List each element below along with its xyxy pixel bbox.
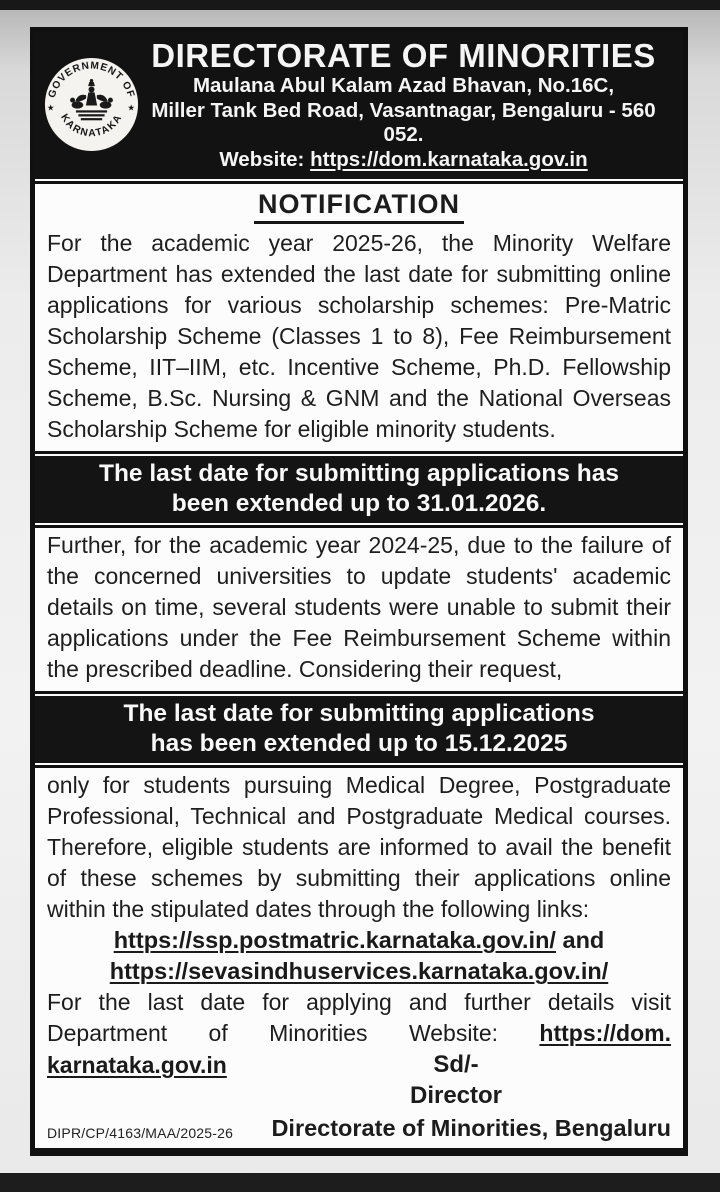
signature-designation: Director	[409, 1082, 503, 1109]
website-label: Website:	[219, 147, 305, 171]
document-header	[35, 32, 683, 179]
header-website-link[interactable]: https://dom.karnataka.gov.in	[310, 147, 588, 171]
footer-row	[47, 1114, 671, 1142]
deadline-banner-2025	[35, 696, 683, 763]
notification-document	[30, 27, 688, 1156]
bottom-border-strip	[0, 1173, 720, 1192]
eligibility-paragraph: only for students pursuing Medical Degree, Postgraduate Professional, Technical and Postgraduate Medical courses. Therefore, eligible students are informed to avail the benefit of these schemes by submitting their applications online within the stipulated dates through the following links:	[47, 772, 671, 922]
ssp-link-line	[47, 925, 671, 956]
closing-line-2	[47, 1018, 671, 1049]
star-icon: ★	[46, 102, 55, 113]
sevasindhu-portal-link[interactable]: https://sevasindhuservices.karnataka.gov.in/	[109, 958, 609, 984]
fee-reimbursement-paragraph: Further, for the academic year 2024-25, due to the failure of the concerned universities to update students' academic details on time, several students were unable to submit their applications under the Fee Reimbursement Scheme within the prescribed deadline. Considering their request,	[47, 532, 671, 682]
closing-line-1: For the last date for applying and further details visit	[47, 989, 671, 1015]
notification-title-wrap	[47, 189, 671, 224]
website-line	[140, 148, 667, 173]
banner-line: been extended up to 31.01.2026.	[171, 490, 547, 517]
closing-line-2-text: Department of Minorities Website:	[47, 1020, 498, 1046]
karnataka-government-emblem	[43, 56, 140, 153]
org-name: DIRECTORATE OF MINORITIES	[151, 37, 656, 74]
emblem-bottom-text: KARNATAKA	[58, 112, 125, 140]
eligibility-section	[35, 765, 683, 1151]
signature-organization: Directorate of Minorities, Bengaluru	[271, 1115, 671, 1141]
link-conjunction: and	[555, 927, 605, 953]
address-line-2: Miller Tank Bed Road, Vasantnagar, Bengaluru - 560 052.	[151, 98, 656, 146]
closing-bottom-row	[47, 1050, 671, 1112]
deadline-banner-2026	[35, 456, 683, 523]
banner-line: The last date for submitting applications has	[98, 460, 619, 487]
signature-sd: Sd/-	[433, 1051, 479, 1078]
fee-reimbursement-section	[35, 525, 683, 694]
star-icon: ★	[127, 102, 136, 113]
header-text-block	[140, 37, 673, 172]
top-border-strip	[0, 0, 720, 10]
dom-website-link-continued[interactable]: karnataka.gov.in	[47, 1052, 227, 1078]
schemes-paragraph: For the academic year 2025-26, the Minority Welfare Department has extended the last date for submitting online applications for various scholarship schemes: Pre-Matric Scholarship Scheme (Classes 1 to 8), Fee Reimbursement Scheme, IIT–IIM, etc. Incentive Scheme, Ph.D. Fellowship Scheme, B.Sc. Nursing & GNM and the National Overseas Scholarship Scheme for eligible minority students.	[47, 230, 671, 442]
sevasindhu-link-line	[47, 956, 671, 987]
notification-title: NOTIFICATION	[254, 189, 464, 224]
banner-line: has been extended up to 15.12.2025	[150, 730, 568, 757]
emblem-top-text: GOVERNMENT OF	[46, 60, 137, 100]
address-line-1: Maulana Abul Kalam Azad Bhavan, No.16C,	[192, 74, 615, 97]
dom-website-link[interactable]: https://dom.	[539, 1020, 671, 1046]
signature-block	[241, 1050, 671, 1112]
banner-line: The last date for submitting applications	[123, 700, 595, 727]
dipr-reference-code: DIPR/CP/4163/MAA/2025-26	[47, 1125, 234, 1141]
notification-section	[35, 181, 683, 454]
ssp-portal-link[interactable]: https://ssp.postmatric.karnataka.gov.in/	[113, 927, 556, 953]
